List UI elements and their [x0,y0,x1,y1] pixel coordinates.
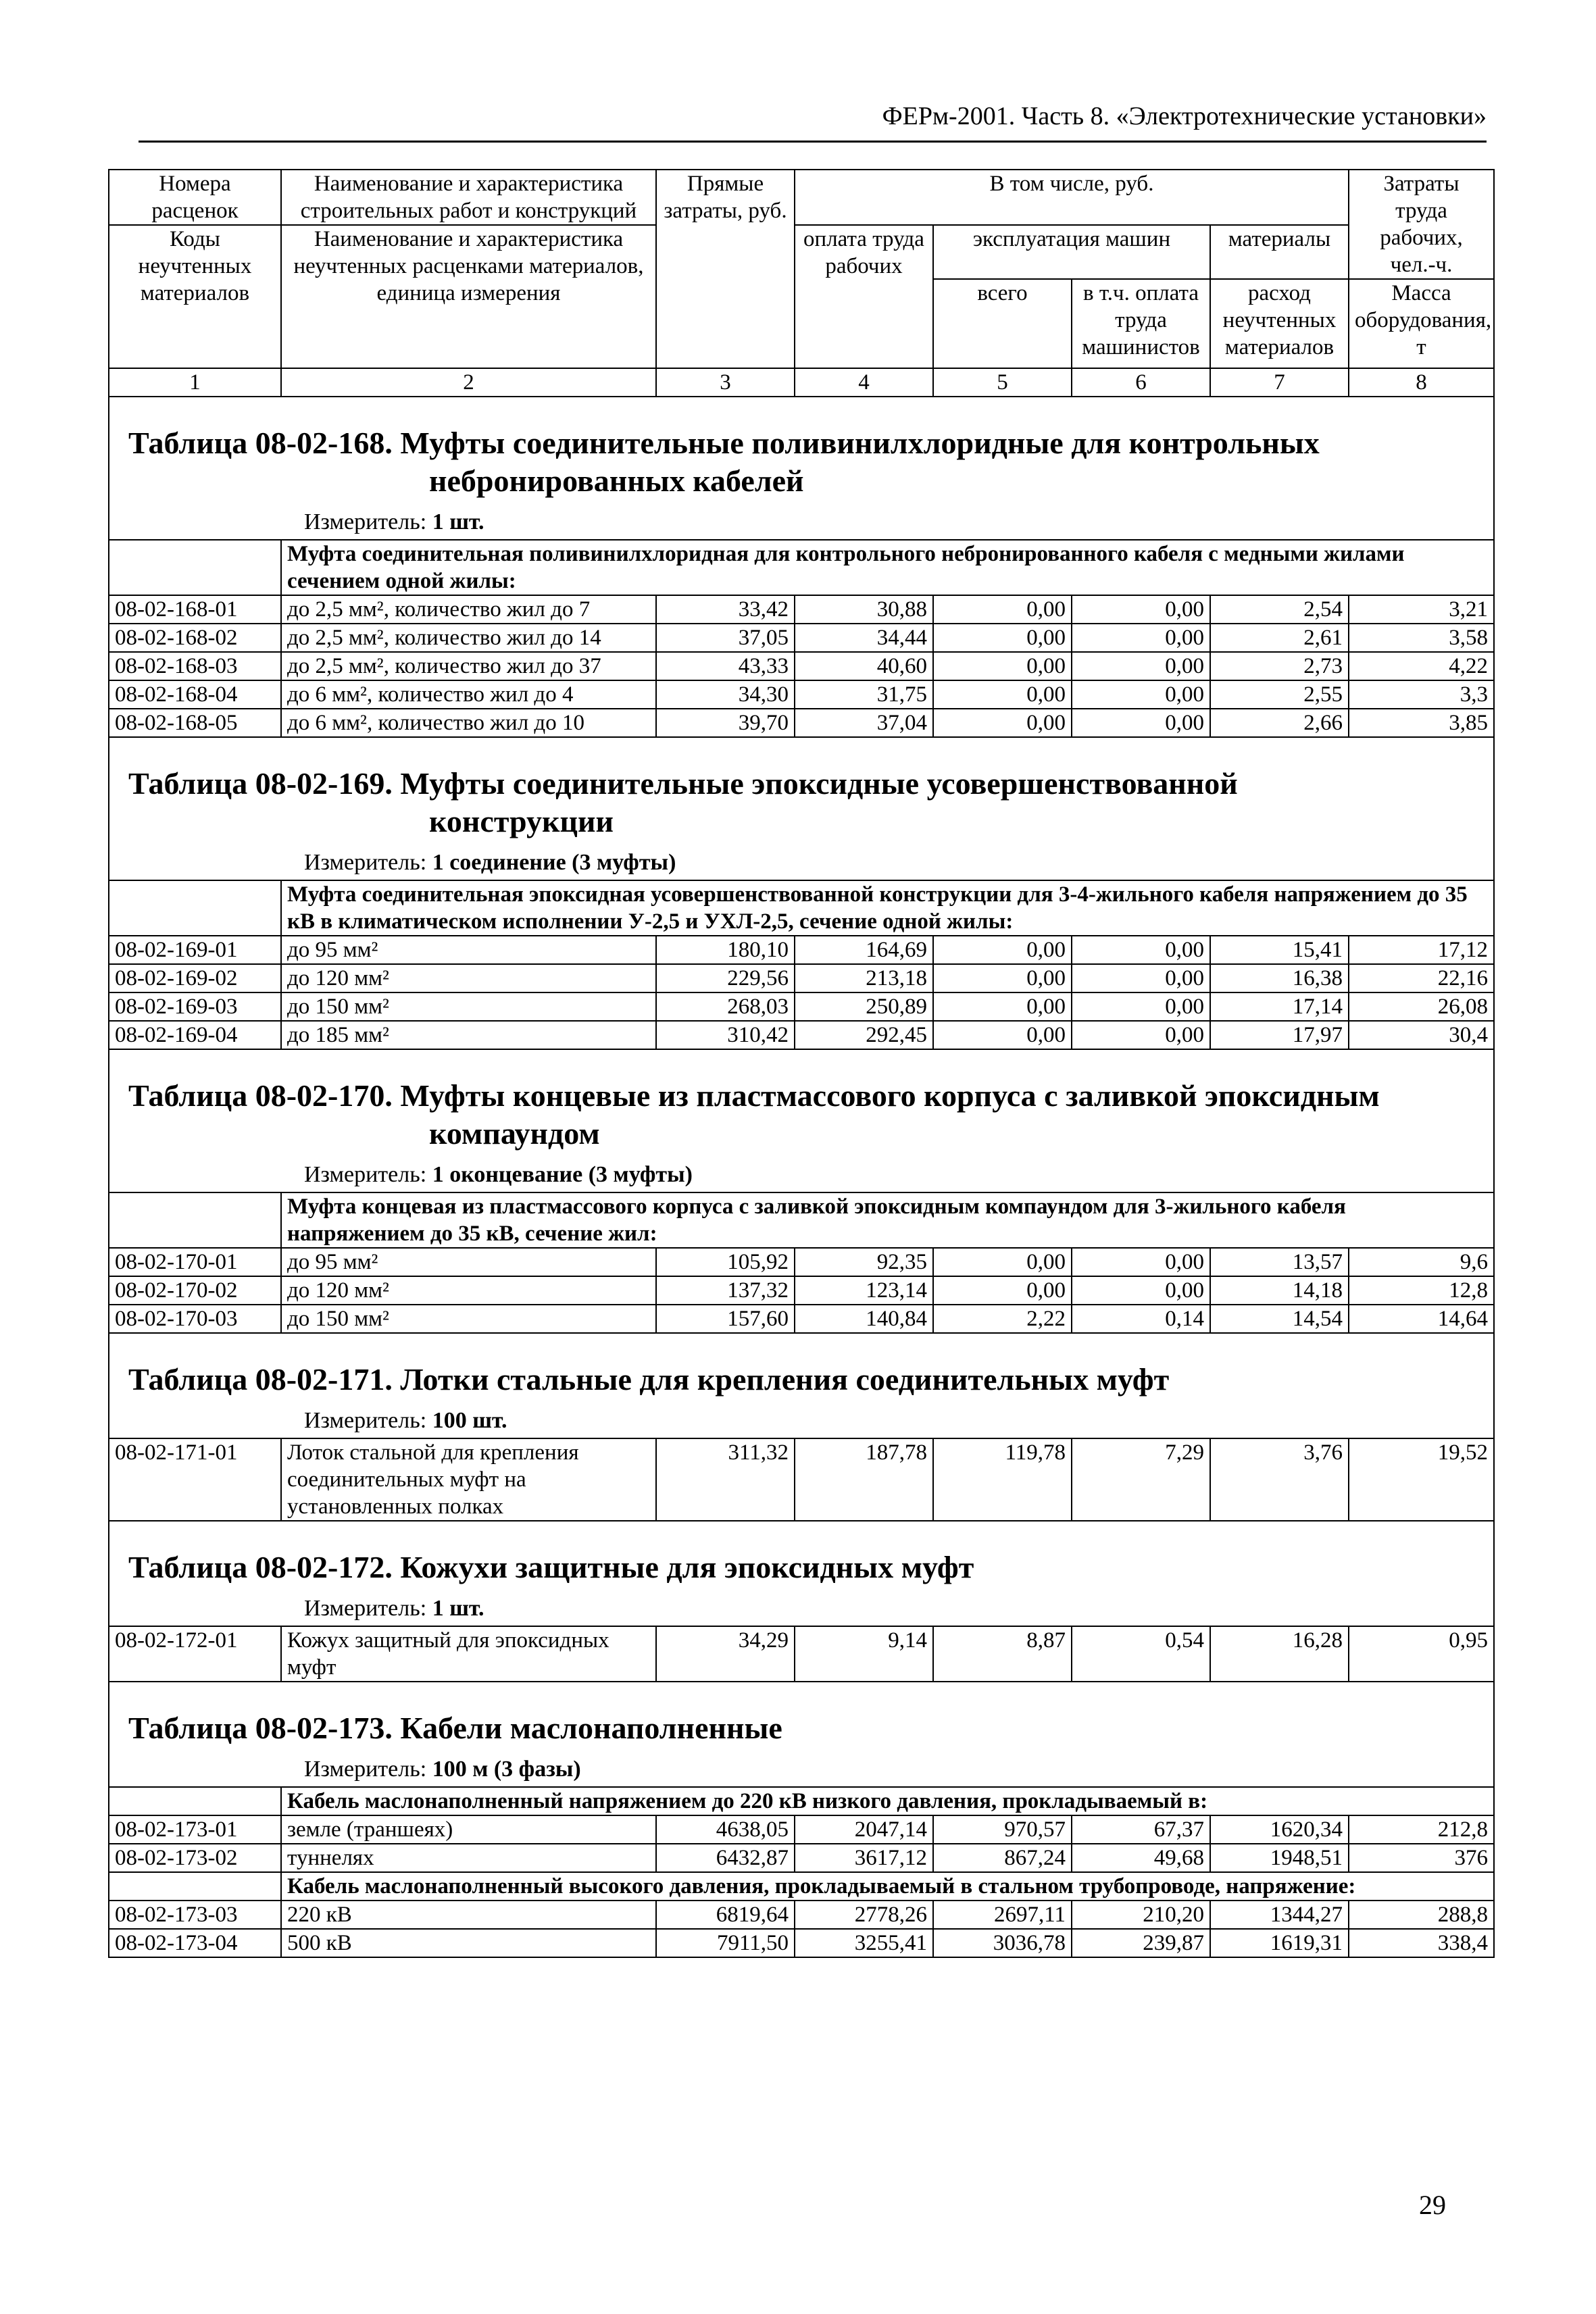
table-meter [115,1403,1488,1438]
group-spacer [109,1787,281,1815]
table-title [115,738,1488,845]
col-header-labor: Затраты труда рабочих, чел.-ч. [1349,170,1494,279]
work-name: туннелях [281,1844,656,1872]
table-row [109,936,1494,964]
table-title [115,1050,1488,1157]
operator-pay: 0,14 [1072,1305,1210,1333]
operator-pay: 0,00 [1072,992,1210,1021]
table-caption-row [109,737,1494,880]
direct-costs: 157,60 [656,1305,795,1333]
rate-code: 08-02-170-01 [109,1248,281,1276]
materials: 16,28 [1210,1626,1349,1682]
labor-costs: 3,58 [1349,624,1494,652]
group-heading: Кабель маслонаполненный высокого давления, прокладываемый в стальном трубопроводе, напряжение: [281,1872,1494,1901]
col-number: 2 [281,368,656,397]
header-row-2 [109,225,1494,279]
group-heading: Муфта концевая из пластмассового корпуса с заливкой эпоксидным компаундом для 3-жильного кабеля напряжением до 35 кВ, сечение жил: [281,1192,1494,1248]
worker-pay: 92,35 [795,1248,933,1276]
col-header-including: В том числе, руб. [795,170,1349,225]
work-name: Лоток стальной для крепления соединительных муфт на установленных полках [281,1438,656,1521]
materials: 2,61 [1210,624,1349,652]
work-name: до 95 мм² [281,936,656,964]
table-row [109,992,1494,1021]
worker-pay: 213,18 [795,964,933,992]
col-number: 3 [656,368,795,397]
labor-costs: 3,85 [1349,709,1494,737]
table-caption-row [109,1682,1494,1787]
table-caption [109,397,1494,540]
table-row [109,1438,1494,1521]
direct-costs: 6432,87 [656,1844,795,1872]
header-row-1 [109,170,1494,225]
labor-costs: 22,16 [1349,964,1494,992]
labor-costs: 376 [1349,1844,1494,1872]
table-title [115,1521,1488,1590]
operator-pay: 239,87 [1072,1929,1210,1957]
direct-costs: 34,30 [656,680,795,709]
machines-total: 0,00 [933,680,1072,709]
labor-costs: 30,4 [1349,1021,1494,1049]
table-caption-row [109,397,1494,540]
table-caption-row [109,1049,1494,1192]
table-title-line1: Таблица 08-02-168. Муфты соединительные поливинилхлоридные для контрольных [128,426,1320,460]
direct-costs: 268,03 [656,992,795,1021]
meter-value: 100 м (3 фазы) [432,1757,581,1782]
rate-code: 08-02-169-01 [109,936,281,964]
machines-total: 0,00 [933,652,1072,680]
labor-costs: 3,21 [1349,595,1494,624]
operator-pay: 0,00 [1072,964,1210,992]
labor-costs: 288,8 [1349,1901,1494,1929]
table-meter [115,845,1488,880]
labor-costs: 3,3 [1349,680,1494,709]
direct-costs: 311,32 [656,1438,795,1521]
header-rule [139,141,1487,143]
table-title [115,1682,1488,1751]
machines-total: 970,57 [933,1815,1072,1844]
table-caption-row [109,1521,1494,1626]
rate-code: 08-02-170-02 [109,1276,281,1305]
operator-pay: 0,00 [1072,709,1210,737]
table-title-line2: компаундом [429,1116,600,1151]
rate-code: 08-02-169-04 [109,1021,281,1049]
group-heading: Кабель маслонаполненный напряжением до 220 кВ низкого давления, прокладываемый в: [281,1787,1494,1815]
machines-total: 0,00 [933,624,1072,652]
table-caption [109,1049,1494,1192]
group-heading: Муфта соединительная поливинилхлоридная для контрольного небронированного кабеля с медными жилами сечением одной жилы: [281,540,1494,595]
work-name: 220 кВ [281,1901,656,1929]
direct-costs: 310,42 [656,1021,795,1049]
worker-pay: 3255,41 [795,1929,933,1957]
operator-pay: 0,00 [1072,595,1210,624]
table-title-line1: Таблица 08-02-171. Лотки стальные для крепления соединительных муфт [128,1362,1170,1397]
rate-code: 08-02-172-01 [109,1626,281,1682]
direct-costs: 180,10 [656,936,795,964]
work-name: до 120 мм² [281,1276,656,1305]
materials: 1948,51 [1210,1844,1349,1872]
table-caption-row [109,1333,1494,1438]
table-title-line2: небронированных кабелей [429,463,804,498]
table-meter [115,1751,1488,1786]
table-caption [109,1682,1494,1787]
meter-value: 1 оконцевание (3 муфты) [432,1162,693,1187]
table-title [115,1334,1488,1403]
worker-pay: 250,89 [795,992,933,1021]
work-name: до 150 мм² [281,992,656,1021]
meter-value: 1 шт. [432,1596,484,1621]
labor-costs: 4,22 [1349,652,1494,680]
materials: 2,73 [1210,652,1349,680]
worker-pay: 2778,26 [795,1901,933,1929]
table-row [109,1248,1494,1276]
group-row [109,540,1494,595]
col-header-machines-total: всего [933,279,1072,368]
worker-pay: 37,04 [795,709,933,737]
rate-code: 08-02-168-04 [109,680,281,709]
rate-code: 08-02-168-03 [109,652,281,680]
materials: 16,38 [1210,964,1349,992]
machines-total: 0,00 [933,709,1072,737]
machines-total: 2,22 [933,1305,1072,1333]
meter-value: 1 шт. [432,509,484,534]
labor-costs: 212,8 [1349,1815,1494,1844]
direct-costs: 105,92 [656,1248,795,1276]
group-spacer [109,880,281,936]
operator-pay: 0,00 [1072,1276,1210,1305]
table-body [109,170,1494,1957]
group-spacer [109,1192,281,1248]
meter-label: Измеритель: [304,1596,427,1621]
group-row [109,1192,1494,1248]
worker-pay: 30,88 [795,595,933,624]
direct-costs: 4638,05 [656,1815,795,1844]
worker-pay: 123,14 [795,1276,933,1305]
col-header-operator-pay: в т.ч. оплата труда машинистов [1072,279,1210,368]
machines-total: 0,00 [933,595,1072,624]
machines-total: 8,87 [933,1626,1072,1682]
machines-total: 0,00 [933,1276,1072,1305]
operator-pay: 0,00 [1072,1021,1210,1049]
rate-code: 08-02-173-01 [109,1815,281,1844]
labor-costs: 338,4 [1349,1929,1494,1957]
table-row [109,652,1494,680]
materials: 2,66 [1210,709,1349,737]
worker-pay: 3617,12 [795,1844,933,1872]
meter-label: Измеритель: [304,509,427,534]
machines-total: 0,00 [933,1021,1072,1049]
table-title-line1: Таблица 08-02-170. Муфты концевые из пластмассового корпуса с заливкой эпоксидным [128,1078,1380,1113]
rate-code: 08-02-173-04 [109,1929,281,1957]
rates-table [108,169,1495,1958]
operator-pay: 0,00 [1072,652,1210,680]
direct-costs: 229,56 [656,964,795,992]
direct-costs: 34,29 [656,1626,795,1682]
group-row [109,1872,1494,1901]
col-header-worker-pay: оплата труда рабочих [795,225,933,368]
work-name: до 2,5 мм², количество жил до 7 [281,595,656,624]
operator-pay: 67,37 [1072,1815,1210,1844]
labor-costs: 26,08 [1349,992,1494,1021]
direct-costs: 39,70 [656,709,795,737]
col-header-mass: Масса оборудования, т [1349,279,1494,368]
materials: 13,57 [1210,1248,1349,1276]
col-header-machines: эксплуатация машин [933,225,1210,279]
worker-pay: 2047,14 [795,1815,933,1844]
rate-code: 08-02-171-01 [109,1438,281,1521]
table-row [109,1815,1494,1844]
machines-total: 0,00 [933,964,1072,992]
materials: 2,54 [1210,595,1349,624]
group-row [109,1787,1494,1815]
rate-code: 08-02-169-03 [109,992,281,1021]
table-title-line1: Таблица 08-02-172. Кожухи защитные для эпоксидных муфт [128,1550,974,1584]
materials: 1344,27 [1210,1901,1349,1929]
direct-costs: 6819,64 [656,1901,795,1929]
direct-costs: 33,42 [656,595,795,624]
work-name: до 6 мм², количество жил до 4 [281,680,656,709]
direct-costs: 37,05 [656,624,795,652]
col-number: 5 [933,368,1072,397]
machines-total: 119,78 [933,1438,1072,1521]
col-header-name: Наименование и характеристика строительных работ и конструкций [281,170,656,225]
work-name: 500 кВ [281,1929,656,1957]
operator-pay: 0,54 [1072,1626,1210,1682]
worker-pay: 292,45 [795,1021,933,1049]
materials: 17,14 [1210,992,1349,1021]
col-header-codes: Номера расценок [109,170,281,225]
worker-pay: 9,14 [795,1626,933,1682]
table-meter [115,504,1488,539]
group-row [109,880,1494,936]
direct-costs: 137,32 [656,1276,795,1305]
work-name: земле (траншеях) [281,1815,656,1844]
worker-pay: 164,69 [795,936,933,964]
rate-code: 08-02-173-02 [109,1844,281,1872]
machines-total: 0,00 [933,936,1072,964]
table-title-line1: Таблица 08-02-173. Кабели маслонаполненные [128,1711,782,1745]
materials: 14,54 [1210,1305,1349,1333]
materials: 17,97 [1210,1021,1349,1049]
operator-pay: 0,00 [1072,936,1210,964]
table-title [115,397,1488,504]
table-row [109,595,1494,624]
labor-costs: 17,12 [1349,936,1494,964]
labor-costs: 9,6 [1349,1248,1494,1276]
meter-label: Измеритель: [304,1162,427,1187]
meter-value: 100 шт. [432,1408,507,1433]
labor-costs: 0,95 [1349,1626,1494,1682]
col-number: 7 [1210,368,1349,397]
materials: 1620,34 [1210,1815,1349,1844]
machines-total: 3036,78 [933,1929,1072,1957]
document-body [108,169,1493,1958]
worker-pay: 31,75 [795,680,933,709]
labor-costs: 19,52 [1349,1438,1494,1521]
table-title-line2: конструкции [429,804,614,838]
table-row [109,1626,1494,1682]
rate-code: 08-02-170-03 [109,1305,281,1333]
materials: 1619,31 [1210,1929,1349,1957]
rate-code: 08-02-168-02 [109,624,281,652]
machines-total: 2697,11 [933,1901,1072,1929]
machines-total: 0,00 [933,992,1072,1021]
labor-costs: 12,8 [1349,1276,1494,1305]
table-row [109,680,1494,709]
operator-pay: 49,68 [1072,1844,1210,1872]
worker-pay: 187,78 [795,1438,933,1521]
col-number: 1 [109,368,281,397]
rate-code: 08-02-169-02 [109,964,281,992]
operator-pay: 210,20 [1072,1901,1210,1929]
worker-pay: 40,60 [795,652,933,680]
table-caption [109,737,1494,880]
col-header-direct-costs: Прямые затраты, руб. [656,170,795,368]
col-number: 8 [1349,368,1494,397]
col-header-materials: материалы [1210,225,1349,279]
page-number: 29 [1419,2190,1446,2220]
worker-pay: 140,84 [795,1305,933,1333]
work-name: до 6 мм², количество жил до 10 [281,709,656,737]
col-header-material-codes: Коды неучтенных материалов [109,225,281,368]
operator-pay: 7,29 [1072,1438,1210,1521]
work-name: до 2,5 мм², количество жил до 37 [281,652,656,680]
col-header-material-name: Наименование и характеристика неучтенных расценками материалов, единица измерения [281,225,656,368]
table-caption [109,1521,1494,1626]
rate-code: 08-02-173-03 [109,1901,281,1929]
rate-code: 08-02-168-01 [109,595,281,624]
work-name: Кожух защитный для эпоксидных муфт [281,1626,656,1682]
table-row [109,624,1494,652]
table-row [109,964,1494,992]
work-name: до 2,5 мм², количество жил до 14 [281,624,656,652]
table-row [109,1276,1494,1305]
group-spacer [109,540,281,595]
table-row [109,1929,1494,1957]
work-name: до 120 мм² [281,964,656,992]
meter-label: Измеритель: [304,1757,427,1782]
rate-code: 08-02-168-05 [109,709,281,737]
work-name: до 150 мм² [281,1305,656,1333]
operator-pay: 0,00 [1072,1248,1210,1276]
meter-label: Измеритель: [304,1408,427,1433]
table-row [109,1305,1494,1333]
direct-costs: 43,33 [656,652,795,680]
header-numbers-row [109,368,1494,397]
machines-total: 867,24 [933,1844,1072,1872]
worker-pay: 34,44 [795,624,933,652]
materials: 3,76 [1210,1438,1349,1521]
page-header: ФЕРм-2001. Часть 8. «Электротехнические установки» [882,102,1487,130]
col-number: 6 [1072,368,1210,397]
operator-pay: 0,00 [1072,680,1210,709]
table-title-line1: Таблица 08-02-169. Муфты соединительные эпоксидные усовершенствованной [128,766,1238,801]
table-row [109,1901,1494,1929]
meter-value: 1 соединение (3 муфты) [432,850,676,875]
materials: 2,55 [1210,680,1349,709]
table-meter [115,1157,1488,1192]
group-spacer [109,1872,281,1901]
col-header-material-consumption: расход неучтенных материалов [1210,279,1349,368]
labor-costs: 14,64 [1349,1305,1494,1333]
machines-total: 0,00 [933,1248,1072,1276]
work-name: до 185 мм² [281,1021,656,1049]
operator-pay: 0,00 [1072,624,1210,652]
direct-costs: 7911,50 [656,1929,795,1957]
table-caption [109,1333,1494,1438]
meter-label: Измеритель: [304,850,427,875]
group-heading: Муфта соединительная эпоксидная усовершенствованной конструкции для 3-4-жильного кабеля напряжением до 35 кВ в климатическом исполнении У-2,5 и УХЛ-2,5, сечение одной жилы: [281,880,1494,936]
work-name: до 95 мм² [281,1248,656,1276]
materials: 14,18 [1210,1276,1349,1305]
table-meter [115,1590,1488,1626]
col-number: 4 [795,368,933,397]
table-row [109,1844,1494,1872]
table-row [109,1021,1494,1049]
table-row [109,709,1494,737]
materials: 15,41 [1210,936,1349,964]
